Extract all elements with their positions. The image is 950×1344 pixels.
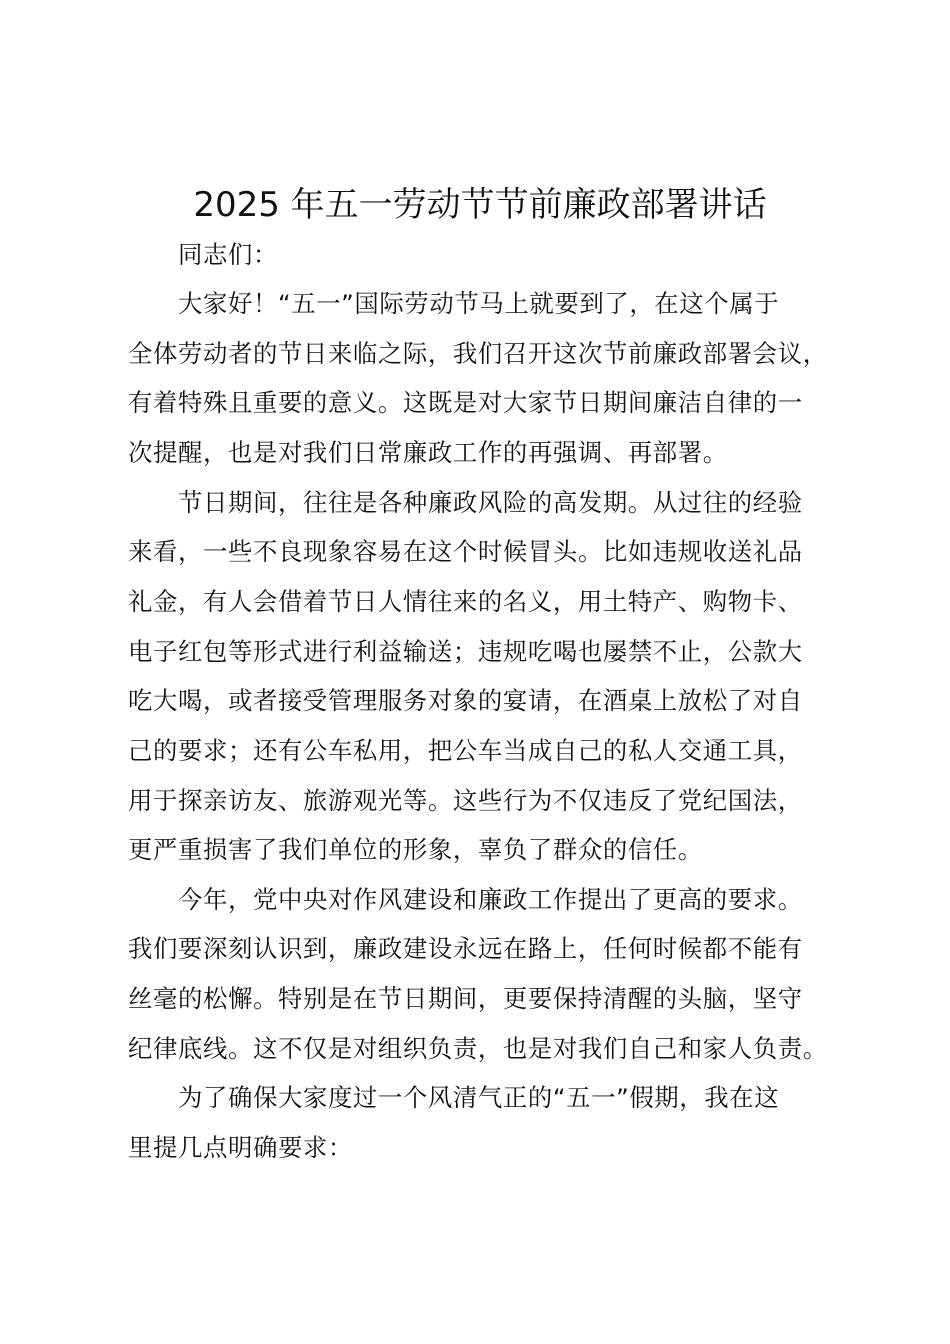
salutation: 同志们： bbox=[178, 240, 278, 269]
paragraph-line: 己的要求；还有公车私用，把公车当成自己的私人交通工具， bbox=[128, 736, 803, 765]
paragraph-line: 节日期间，往往是各种廉政风险的高发期。从过往的经验 bbox=[178, 488, 803, 517]
paragraph-line: 有着特殊且重要的意义。这既是对大家节日期间廉洁自律的一 bbox=[128, 388, 803, 417]
paragraph-line: 丝毫的松懈。特别是在节日期间，更要保持清醒的头脑，坚守 bbox=[128, 984, 803, 1013]
document-title: 2025 年五一劳动节节前廉政部署讲话 bbox=[193, 185, 767, 225]
paragraph-line: 大家好！“五一”国际劳动节马上就要到了，在这个属于 bbox=[178, 289, 780, 318]
paragraph-line: 吃大喝，或者接受管理服务对象的宴请，在酒桌上放松了对自 bbox=[128, 686, 803, 715]
paragraph-line: 用于探亲访友、旅游观光等。这些行为不仅违反了党纪国法， bbox=[128, 786, 803, 815]
paragraph-line: 今年，党中央对作风建设和廉政工作提出了更高的要求。 bbox=[178, 885, 803, 914]
paragraph-line: 更严重损害了我们单位的形象，辜负了群众的信任。 bbox=[128, 835, 703, 864]
paragraph-line: 礼金，有人会借着节日人情往来的名义，用土特产、购物卡、 bbox=[128, 587, 803, 616]
paragraph-line: 电子红包等形式进行利益输送；违规吃喝也屡禁不止，公款大 bbox=[128, 637, 803, 666]
paragraph-line: 次提醒，也是对我们日常廉政工作的再强调、再部署。 bbox=[128, 438, 728, 467]
paragraph-line: 纪律底线。这不仅是对组织负责，也是对我们自己和家人负责。 bbox=[128, 1034, 828, 1063]
paragraph-line: 全体劳动者的节日来临之际，我们召开这次节前廉政部署会议， bbox=[128, 339, 828, 368]
paragraph-line: 为了确保大家度过一个风清气正的“五一”假期，我在这 bbox=[178, 1083, 780, 1112]
paragraph-line: 我们要深刻认识到，廉政建设永远在路上，任何时候都不能有 bbox=[128, 934, 803, 963]
paragraph-line: 里提几点明确要求： bbox=[128, 1133, 353, 1162]
paragraph-line: 来看，一些不良现象容易在这个时候冒头。比如违规收送礼品 bbox=[128, 537, 803, 566]
